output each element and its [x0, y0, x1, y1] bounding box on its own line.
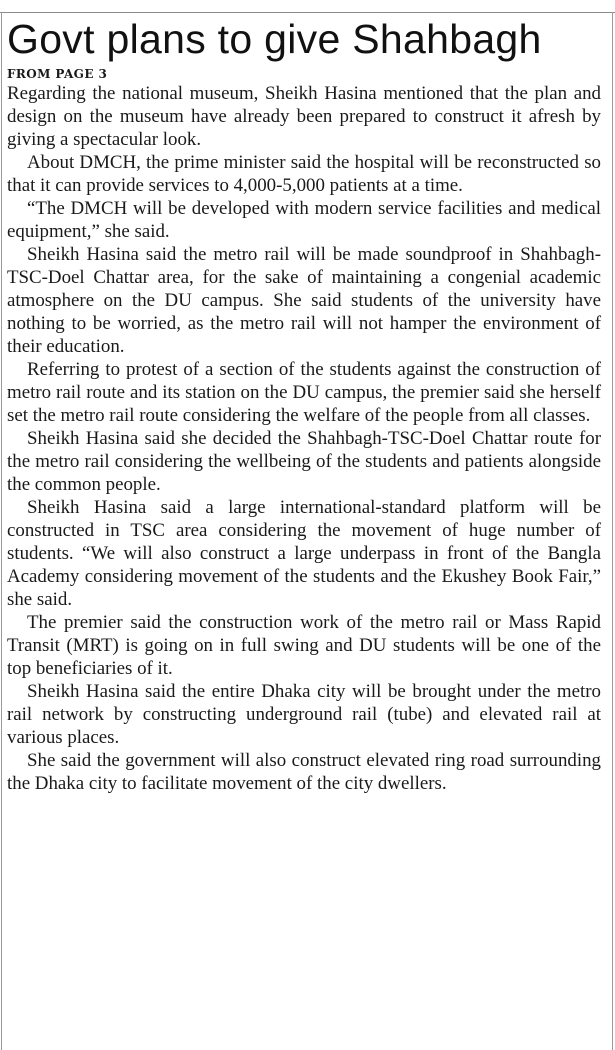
article-paragraph: Sheikh Hasina said the metro rail will be made soundproof in Shahbagh-TSC-Doel Chattar area, for the sake of maintaining a congenial academic atmosphere on the DU campus. She said students of the university have nothing to be worried, as the metro rail will not hamper the environment of their education. [7, 244, 601, 357]
article-body [7, 82, 601, 795]
article-paragraph: She said the government will also construct elevated ring road surrounding the Dhaka city to facilitate movement of the city dwellers. [7, 750, 601, 794]
article-paragraph: “The DMCH will be developed with modern service facilities and medical equipment,” she said. [7, 198, 601, 242]
article-paragraph: Sheikh Hasina said the entire Dhaka city will be brought under the metro rail network by constructing underground rail (tube) and elevated rail at various places. [7, 681, 601, 748]
article-paragraph: Referring to protest of a section of the students against the construction of metro rail route and its station on the DU campus, the premier said she herself set the metro rail route considering the welfare of the people from all classes. [7, 359, 601, 426]
article-headline: Govt plans to give Shahbagh [7, 16, 542, 62]
article-paragraph: About DMCH, the prime minister said the hospital will be reconstructed so that it can provide services to 4,000-5,000 patients at a time. [7, 152, 601, 196]
article-paragraph: Sheikh Hasina said she decided the Shahbagh-TSC-Doel Chattar route for the metro rail considering the wellbeing of the students and patients alongside the common people. [7, 428, 601, 495]
article-paragraph: Regarding the national museum, Sheikh Hasina mentioned that the plan and design on the museum have already been prepared to construct it afresh by giving a spectacular look. [7, 83, 601, 150]
jump-line: FROM PAGE 3 [7, 67, 108, 81]
news-article [7, 14, 601, 795]
article-paragraph: Sheikh Hasina said a large international-standard platform will be constructed in TSC area considering the movement of huge number of students. “We will also construct a large underpass in front of the Bangla Academy considering movement of the students and the Ekushey Book Fair,” she said. [7, 497, 601, 610]
column-left-rule [1, 12, 2, 1050]
article-paragraph: The premier said the construction work of the metro rail or Mass Rapid Transit (MRT) is going on in full swing and DU students will be one of the top beneficiaries of it. [7, 612, 601, 679]
page-top-rule [0, 12, 615, 13]
column-right-rule [612, 12, 613, 1050]
